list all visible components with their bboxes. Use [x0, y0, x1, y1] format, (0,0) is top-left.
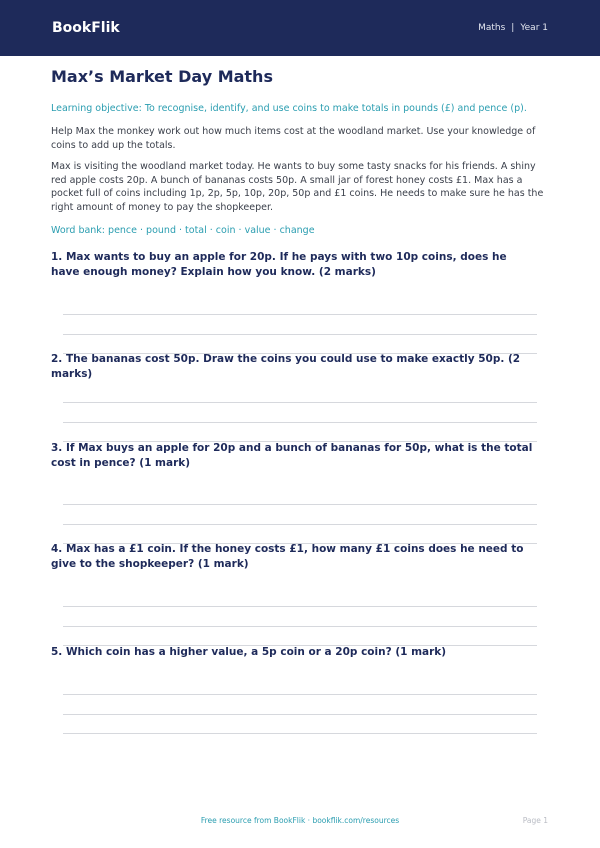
answer-line[interactable]: [63, 714, 537, 715]
subject-label: Maths: [478, 23, 506, 33]
answer-line[interactable]: [63, 626, 537, 627]
learning-objective: Learning objective: To recognise, identify, and use coins to make totals in pounds (£) and pence (p).: [51, 103, 527, 114]
answer-line[interactable]: [63, 314, 537, 315]
intro-paragraph: Help Max the monkey work out how much items cost at the woodland market. Use your knowledge of coins to add up the totals.: [51, 126, 536, 151]
brand-logo-text[interactable]: BookFlik: [52, 20, 120, 36]
question-4: [51, 542, 537, 572]
answer-line[interactable]: [63, 733, 537, 734]
word-bank: Word bank: pence · pound · total · coin · value · change: [51, 225, 315, 236]
question-text: 3. If Max buys an apple for 20p and a bunch of bananas for 50p, what is the total cost in pence? (1 mark): [51, 442, 533, 469]
question-text: 5. Which coin has a higher value, a 5p coin or a 20p coin? (1 mark): [51, 646, 447, 658]
worksheet-intro: [51, 64, 549, 236]
page-footer: [0, 816, 600, 830]
year-label: Year 1: [520, 23, 548, 33]
answer-line[interactable]: [63, 334, 537, 335]
answer-line[interactable]: [63, 606, 537, 607]
story-paragraph: Max is visiting the woodland market today. He wants to buy some tasty snacks for his friends. A shiny red apple costs 20p. A bunch of bananas costs 50p. A small jar of forest honey costs £1. Max has a pocket full of coins including 1p, 2p, 5p, 10p, 20p, 50p and £1 coins. He needs to make sure he has the right amount of money to pay the shopkeeper.: [51, 161, 544, 213]
answer-line[interactable]: [63, 402, 537, 403]
page-number: Page 1: [522, 816, 548, 825]
question-text: 4. Max has a £1 coin. If the honey costs £1, how many £1 coins does he need to give to the shopkeeper? (1 mark): [51, 543, 524, 570]
meta-separator: |: [511, 23, 515, 33]
answer-line[interactable]: [63, 524, 537, 525]
header-meta: [478, 23, 548, 33]
answer-line[interactable]: [63, 422, 537, 423]
answer-line[interactable]: [63, 694, 537, 695]
question-2: [51, 352, 537, 382]
worksheet-title: Max’s Market Day Maths: [51, 67, 273, 86]
question-5: [51, 645, 537, 660]
question-1: [51, 250, 537, 280]
question-text: 1. Max wants to buy an apple for 20p. If he pays with two 10p coins, does he have enough money? Explain how you know. (2 marks): [51, 251, 507, 278]
question-text: 2. The bananas cost 50p. Draw the coins you could use to make exactly 50p. (2 marks): [51, 353, 521, 380]
header-bar: [0, 0, 600, 56]
answer-line[interactable]: [63, 504, 537, 505]
question-3: [51, 441, 537, 471]
footer-source-link[interactable]: Free resource from BookFlik · bookflik.com/resources: [200, 816, 400, 825]
